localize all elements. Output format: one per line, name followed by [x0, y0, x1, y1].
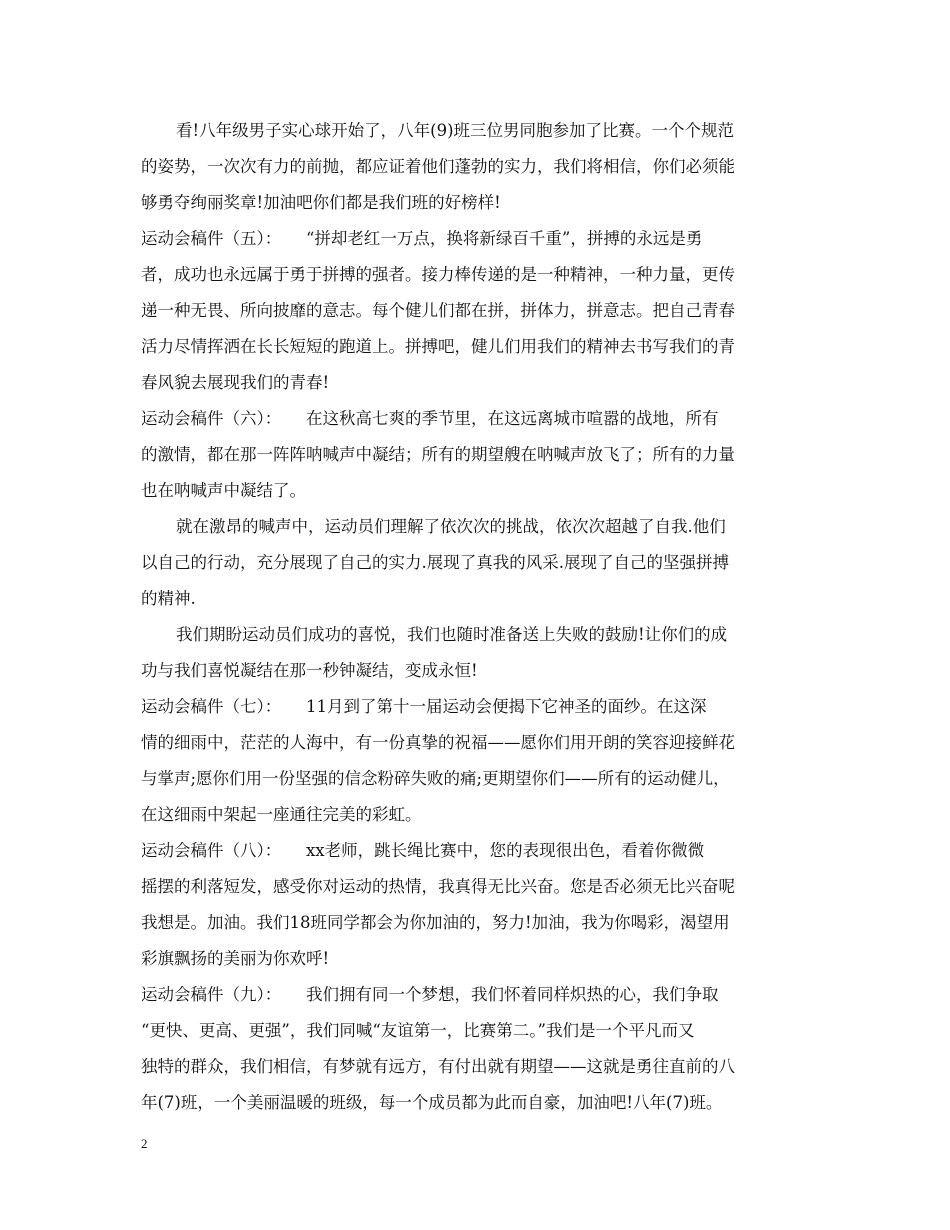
text-line: 以自己的行动，充分展现了自己的实力.展现了真我的风采.展现了自己的坚强拼搏: [141, 553, 729, 572]
page-number: 2: [141, 1136, 148, 1151]
text-line: 的姿势，一次次有力的前抛，都应证着他们蓬勃的实力，我们将相信，你们必须能: [141, 157, 735, 176]
text-line: 我想是。加油。我们18班同学都会为你加油的，努力!加油，我为你喝彩，渴望用: [141, 913, 730, 932]
text-line: 年(7)班，一个美丽温暖的班级，每一个成员都为此而自豪，加油吧!八年(7)班。: [141, 1093, 723, 1112]
text-line: 者，成功也永远属于勇于拼搏的强者。接力棒传递的是一种精神，一种力量，更传: [141, 265, 735, 284]
text-line: 运动会稿件（七）： 11月到了第十一届运动会便揭下它神圣的面纱。在这深: [141, 697, 707, 716]
text-line: 情的细雨中，茫茫的人海中，有一份真挚的祝福——愿你们用开朗的笑容迎接鲜花: [141, 733, 735, 752]
text-line: 在这细雨中架起一座通往完美的彩虹。: [141, 805, 422, 824]
text-line: 摇摆的利落短发，感受你对运动的热情，我真得无比兴奋。您是否必须无比兴奋呢: [141, 877, 735, 896]
text-line: 运动会稿件（八）： xx老师，跳长绳比赛中，您的表现很出色，看着你微微: [141, 841, 705, 860]
text-line: 独特的群众，我们相信，有梦就有远方，有付出就有期望——这就是勇往直前的八: [141, 1057, 735, 1076]
text-line: 功与我们喜悦凝结在那一秒钟凝结，变成永恒!: [141, 661, 478, 680]
text-line: 就在激昂的喊声中，运动员们理解了依次次的挑战，依次次超越了自我.他们: [176, 517, 726, 536]
text-line: 也在呐喊声中凝结了。: [141, 481, 306, 500]
text-line: 运动会稿件（九）： 我们拥有同一个梦想，我们怀着同样炽热的心，我们争取: [141, 985, 719, 1004]
text-line: 运动会稿件（六）： 在这秋高七爽的季节里，在这远离城市喧嚣的战地，所有: [141, 409, 719, 428]
text-line: 活力尽情挥洒在长长短短的跑道上。拼搏吧，健儿们用我们的精神去书写我们的青: [141, 337, 735, 356]
text-line: 递一种无畏、所向披靡的意志。每个健儿们都在拼，拼体力，拼意志。把自己青春: [141, 301, 735, 320]
text-line: 够勇夺绚丽奖章!加油吧你们都是我们班的好榜样!: [141, 193, 501, 212]
text-line: 的激情，都在那一阵阵呐喊声中凝结；所有的期望艘在呐喊声放飞了；所有的力量: [141, 445, 735, 464]
text-line: 的精神.: [141, 589, 196, 608]
text-line: 我们期盼运动员们成功的喜悦，我们也随时准备送上失败的鼓励!让你们的成: [176, 625, 728, 644]
text-line: “更快、更高、更强”，我们同喊“友谊第一，比赛第二。”我们是一个平凡而又: [141, 1021, 695, 1040]
text-line: 春风貌去展现我们的青春!: [141, 373, 330, 392]
text-line: 运动会稿件（五）： “拼却老红一万点，换将新绿百千重”，拼搏的永远是勇: [141, 229, 703, 248]
text-line: 看!八年级男子实心球开始了，八年(9)班三位男同胞参加了比赛。一个个规范: [176, 121, 735, 140]
text-line: 与掌声;愿你们用一份坚强的信念粉碎失败的痛;更期望你们——所有的运动健儿，: [141, 769, 730, 788]
text-line: 彩旗飘扬的美丽为你欢呼!: [141, 949, 330, 968]
